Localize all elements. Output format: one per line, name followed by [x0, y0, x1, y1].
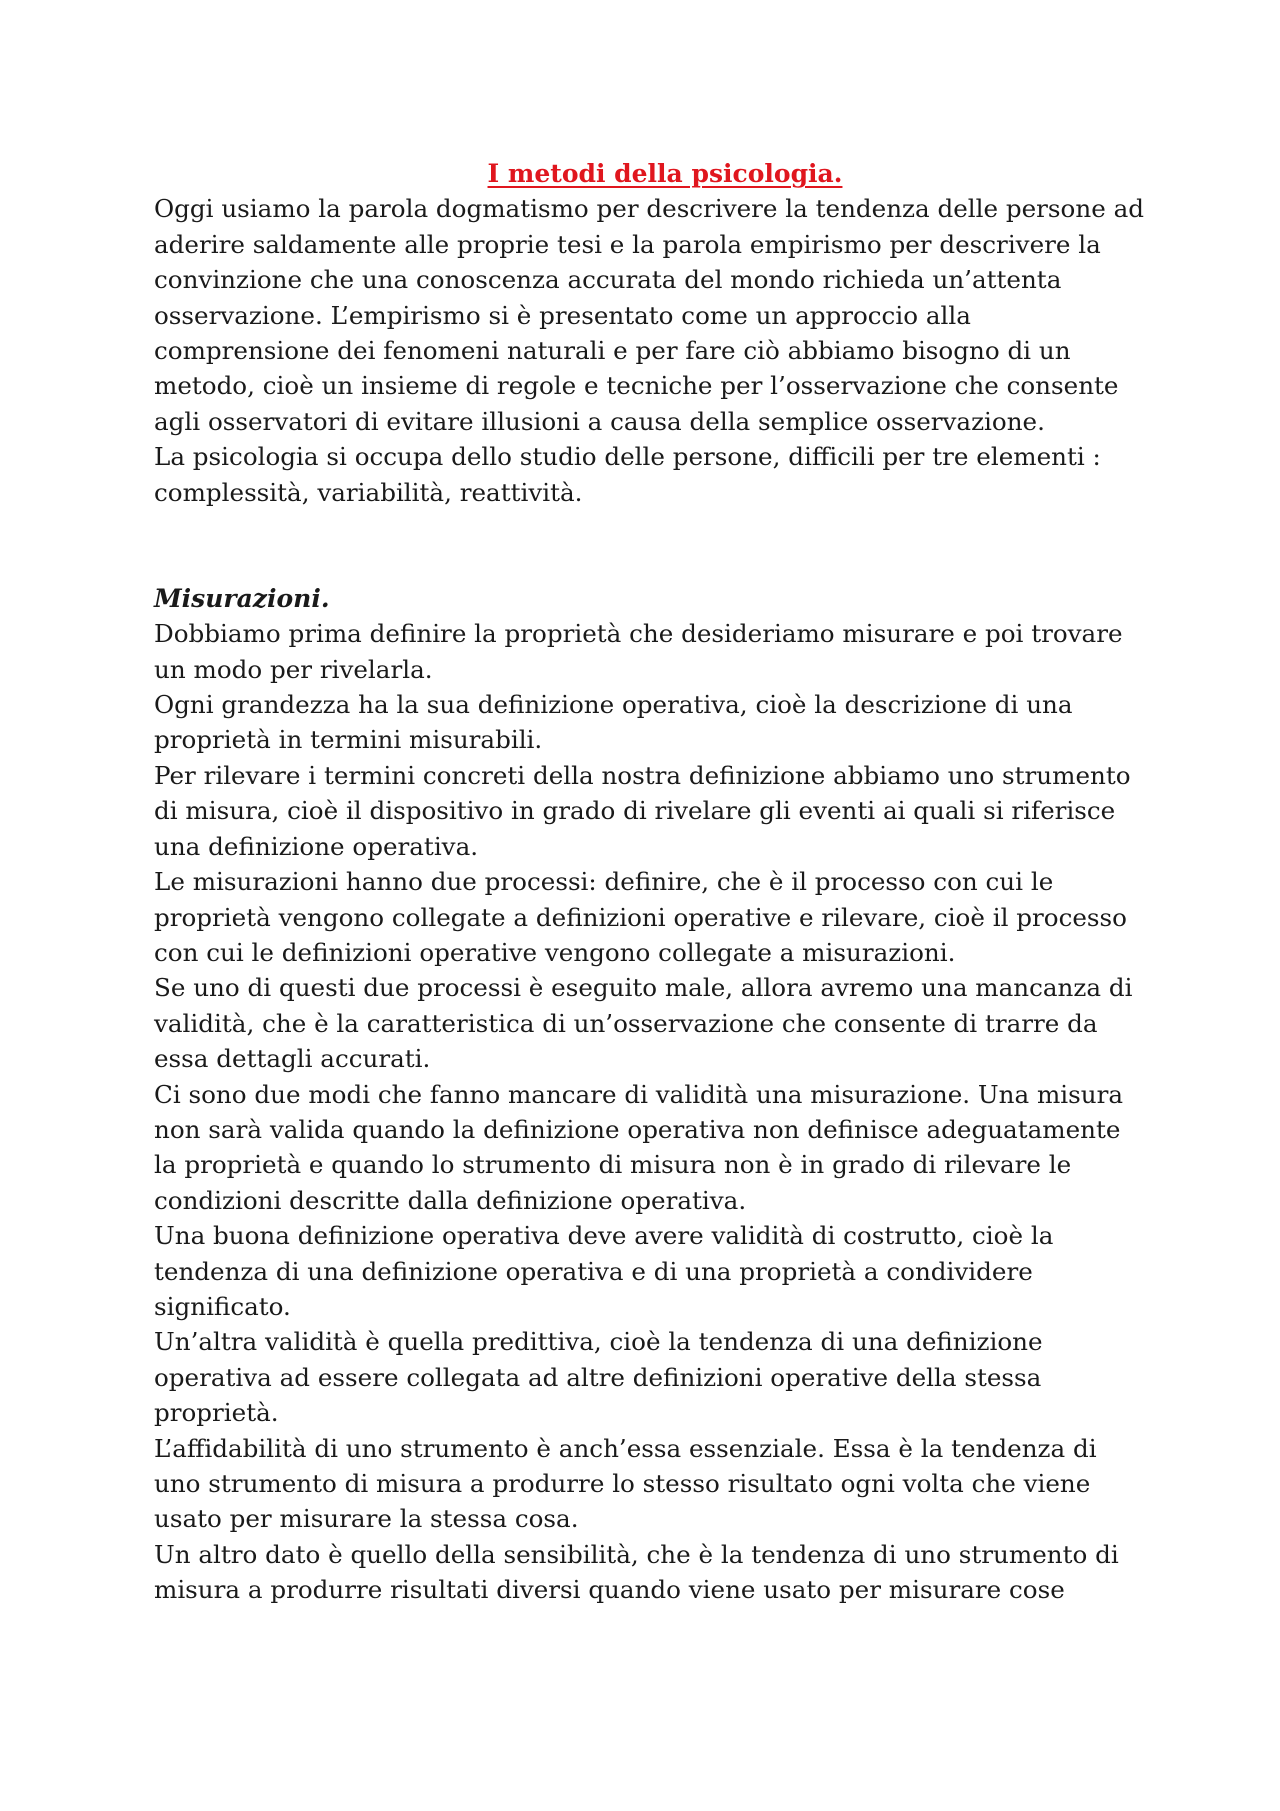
section-paragraph: Ci sono due modi che fanno mancare di validità una misurazione. Una misura non sarà valida quando la definizione operativa non definisce adeguatamente la proprietà e quando lo strumento di misura non è in grado di rilevare le condizioni descritte dalla definizione operativa. [154, 1079, 1124, 1215]
intro-paragraph: La psicologia si occupa dello studio delle persone, difficili per tre elementi : complessità, variabilità, reattività. [154, 442, 1101, 507]
section-paragraph: Se uno di questi due processi è eseguito male, allora avremo una mancanza di validità, che è la caratteristica di un’osservazione che consente di trarre da essa dettagli accurati. [154, 973, 1133, 1074]
section-paragraph: Un’altra validità è quella predittiva, cioè la tendenza di una definizione operativa ad essere collegata ad altre definizioni operative della stessa proprietà. [154, 1327, 1043, 1428]
document-title: I metodi della psicologia. [487, 159, 843, 188]
section-paragraph: Per rilevare i termini concreti della nostra definizione abbiamo uno strumento di misura, cioè il dispositivo in grado di rivelare gli eventi ai quali si riferisce una definizione operativa. [154, 760, 1131, 861]
section-heading: Misurazioni. [154, 583, 330, 613]
section-paragraph: Un altro dato è quello della sensibilità, che è la tendenza di uno strumento di misura a produrre risultati diversi quando viene usato per misurare cose [154, 1539, 1119, 1605]
section-paragraph: Dobbiamo prima definire la proprietà che desideriamo misurare e poi trovare un modo per rivelarla. [154, 619, 1123, 684]
section-paragraph: Ogni grandezza ha la sua definizione operativa, cioè la descrizione di una proprietà in termini misurabili. [154, 690, 1073, 755]
section-paragraph: Le misurazioni hanno due processi: definire, che è il processo con cui le proprietà vengono collegate a definizioni operative e rilevare, cioè il processo con cui le definizioni operative vengono collegate a misurazioni. [154, 867, 1127, 967]
intro-paragraph: Oggi usiamo la parola dogmatismo per descrivere la tendenza delle persone ad aderire saldamente alle proprie tesi e la parola empirismo per descrivere la convinzione che una conoscenza accurata del mondo richieda un’attenta osservazione. L’empirismo si è presentato come un approccio alla comprensione dei fenomeni naturali e per fare ciò abbiamo bisogno di un metodo, cioè un insieme di regole e tecniche per l’osservazione che consente agli osservatori di evitare illusioni a causa della semplice osservazione. [154, 194, 1144, 436]
section-paragraph: Una buona definizione operativa deve avere validità di costrutto, cioè la tendenza di una definizione operativa e di una proprietà a condividere significato. [154, 1221, 1054, 1321]
document-body [154, 156, 1144, 1608]
section-spacer [154, 510, 1144, 581]
section-paragraph: L’affidabilità di uno strumento è anch’essa essenziale. Essa è la tendenza di uno strumento di misura a produrre lo stesso risultato ogni volta che viene usato per misurare la stessa cosa. [154, 1433, 1097, 1534]
